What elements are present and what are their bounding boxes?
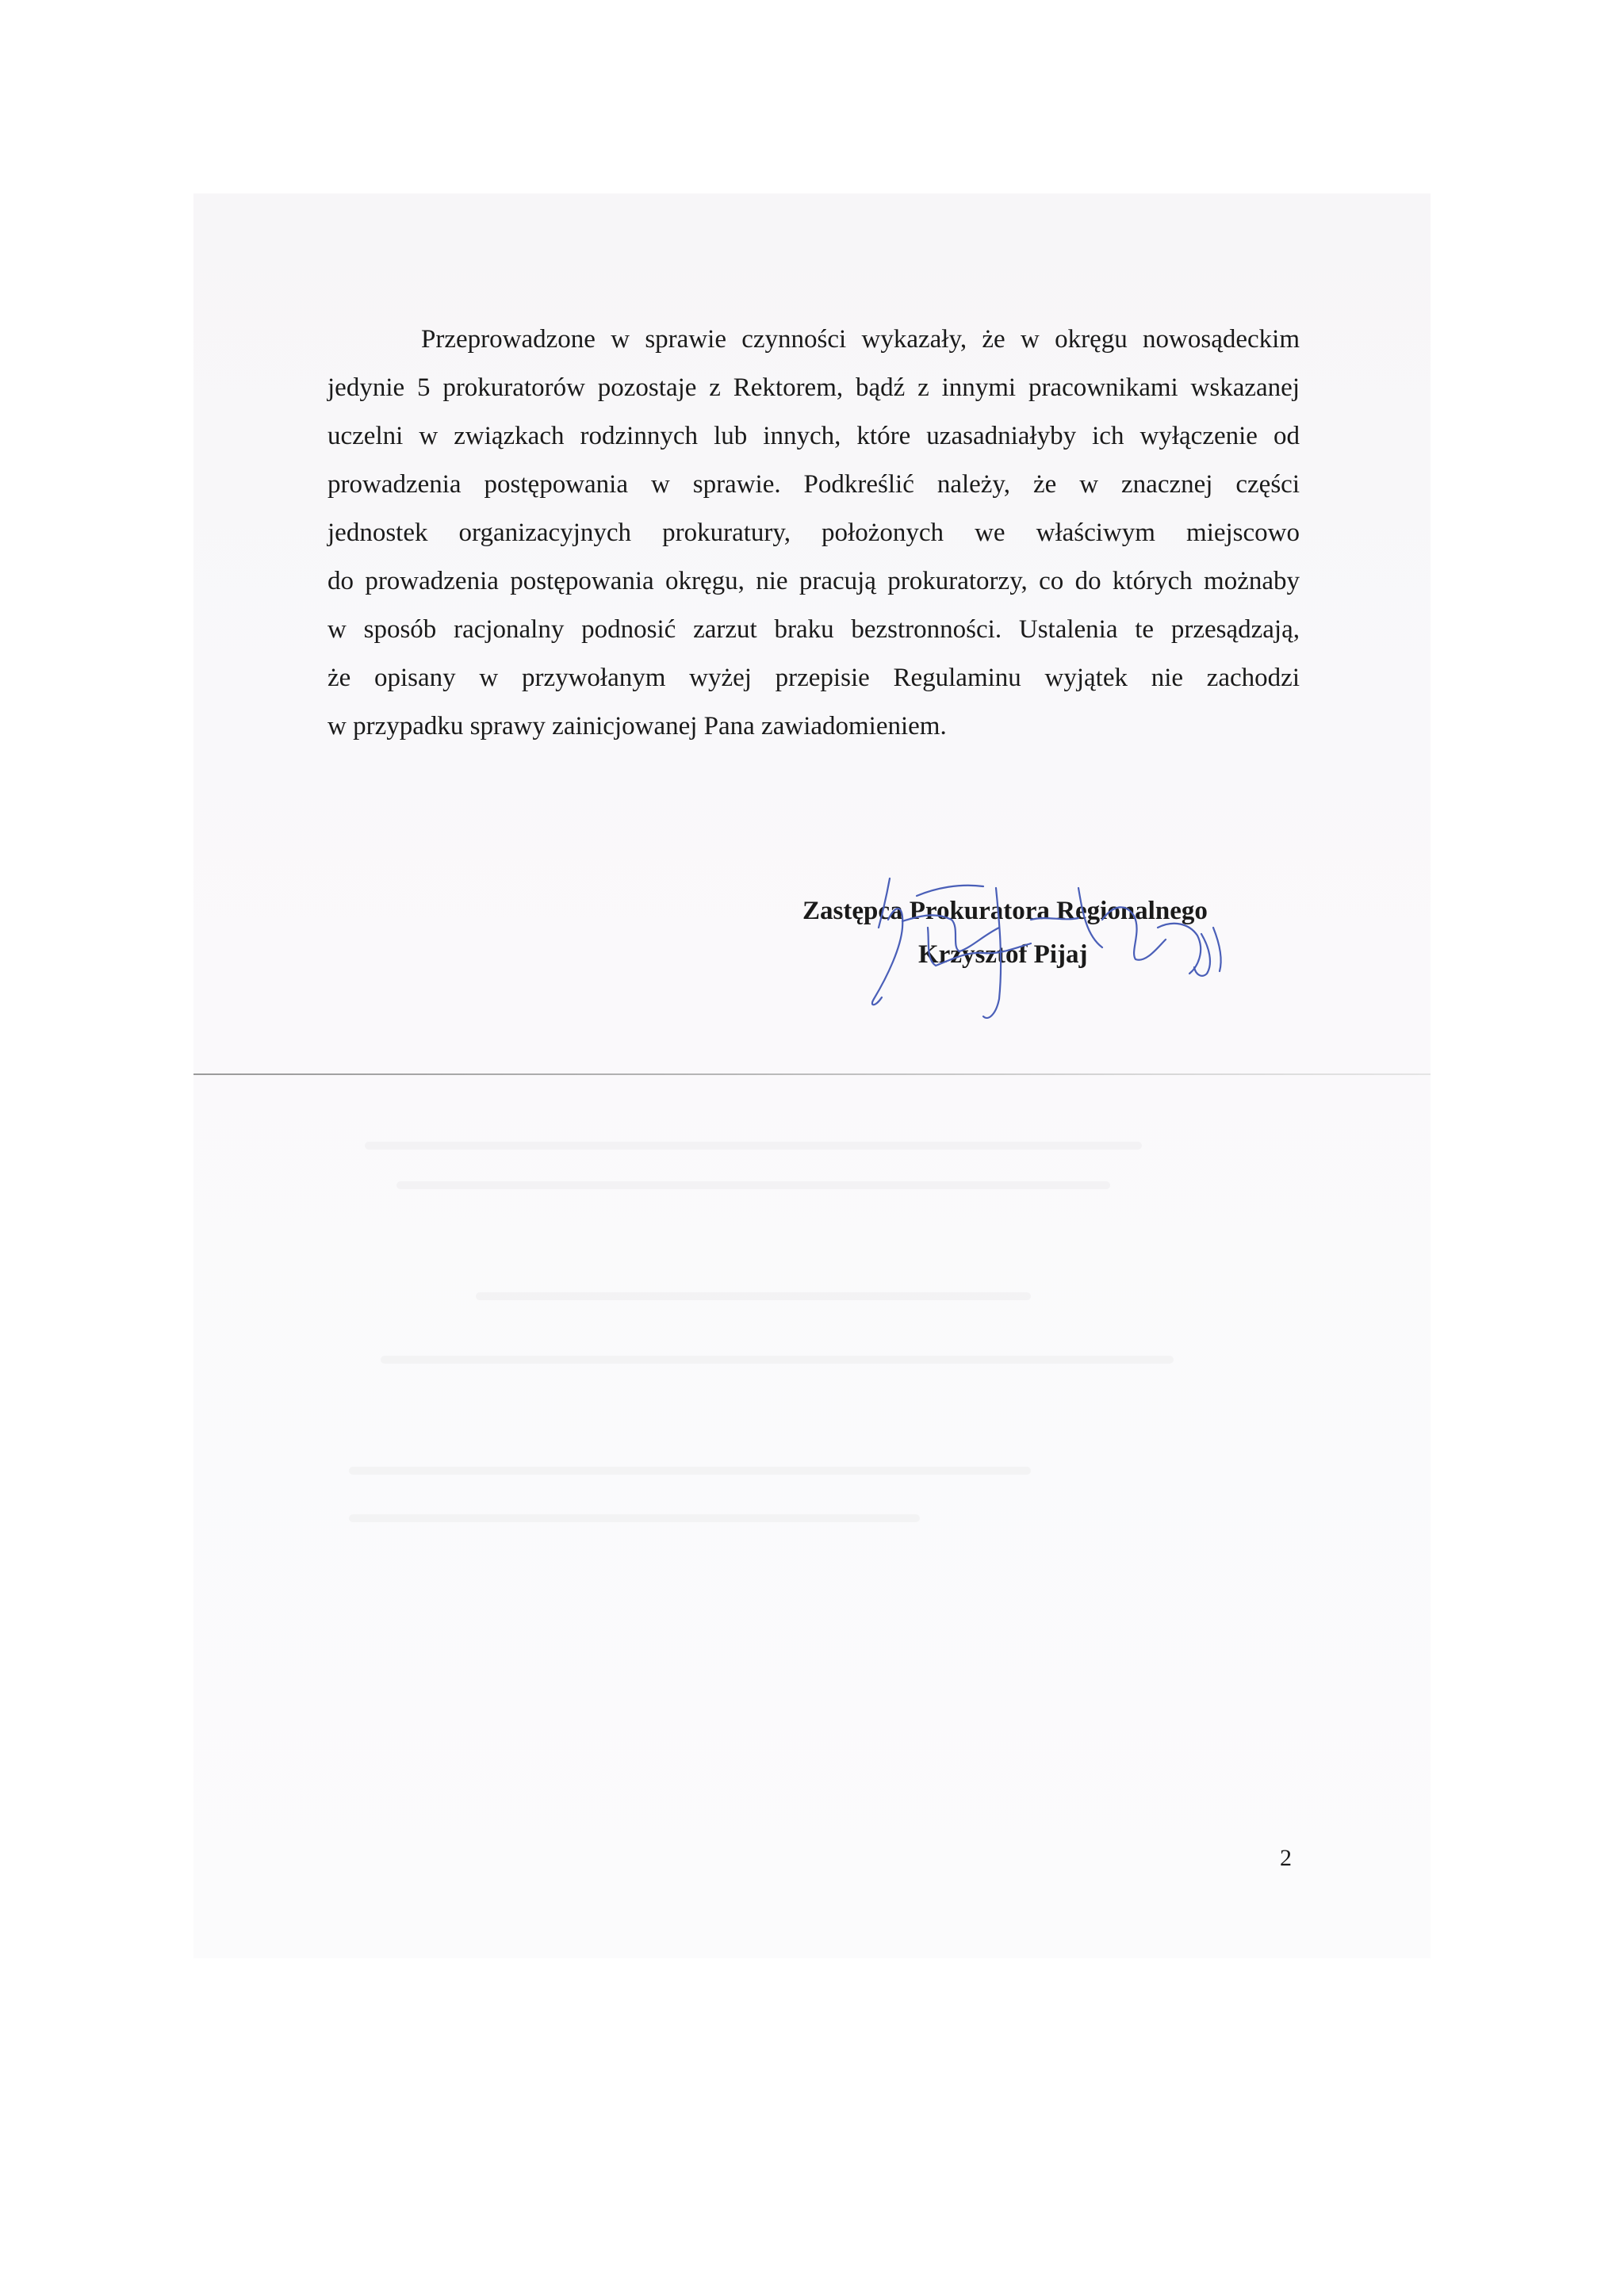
paragraph-line: do prowadzenia postępowania okręgu, nie pracują prokuratorzy, co do których możnaby [327, 567, 1300, 595]
paragraph-line: uczelni w związkach rodzinnych lub innych, które uzasadniałyby ich wyłączenie od [327, 422, 1300, 450]
signatory-name: Krzysztof Pijaj [918, 940, 1088, 969]
page-fold-line [193, 1073, 1431, 1075]
bleed-through-text [349, 1118, 1300, 1594]
signature-strokes [872, 878, 1221, 1018]
paragraph-line: w sposób racjonalny podnosić zarzut braku bezstronności. Ustalenia te przesądzają, [327, 615, 1300, 644]
paragraph-line: jednostek organizacyjnych prokuratury, położonych we właściwym miejscowo [327, 519, 1300, 547]
paragraph-line: że opisany w przywołanym wyżej przepisie Regulaminu wyjątek nie zachodzi [327, 664, 1300, 692]
paragraph-line: jedynie 5 prokuratorów pozostaje z Rektorem, bądź z innymi pracownikami wskazanej [327, 373, 1300, 402]
page-number: 2 [1280, 1845, 1292, 1871]
paragraph-line: Przeprowadzone w sprawie czynności wykazały, że w okręgu nowosądeckim [421, 325, 1300, 354]
handwritten-signature [841, 872, 1253, 1031]
main-paragraph [327, 316, 1300, 751]
signatory-title: Zastępca Prokuratora Regionalnego [802, 897, 1208, 925]
paragraph-line: w przypadku sprawy zainicjowanej Pana zawiadomieniem. [327, 712, 947, 740]
paragraph-line: prowadzenia postępowania w sprawie. Podkreślić należy, że w znacznej części [327, 470, 1300, 499]
